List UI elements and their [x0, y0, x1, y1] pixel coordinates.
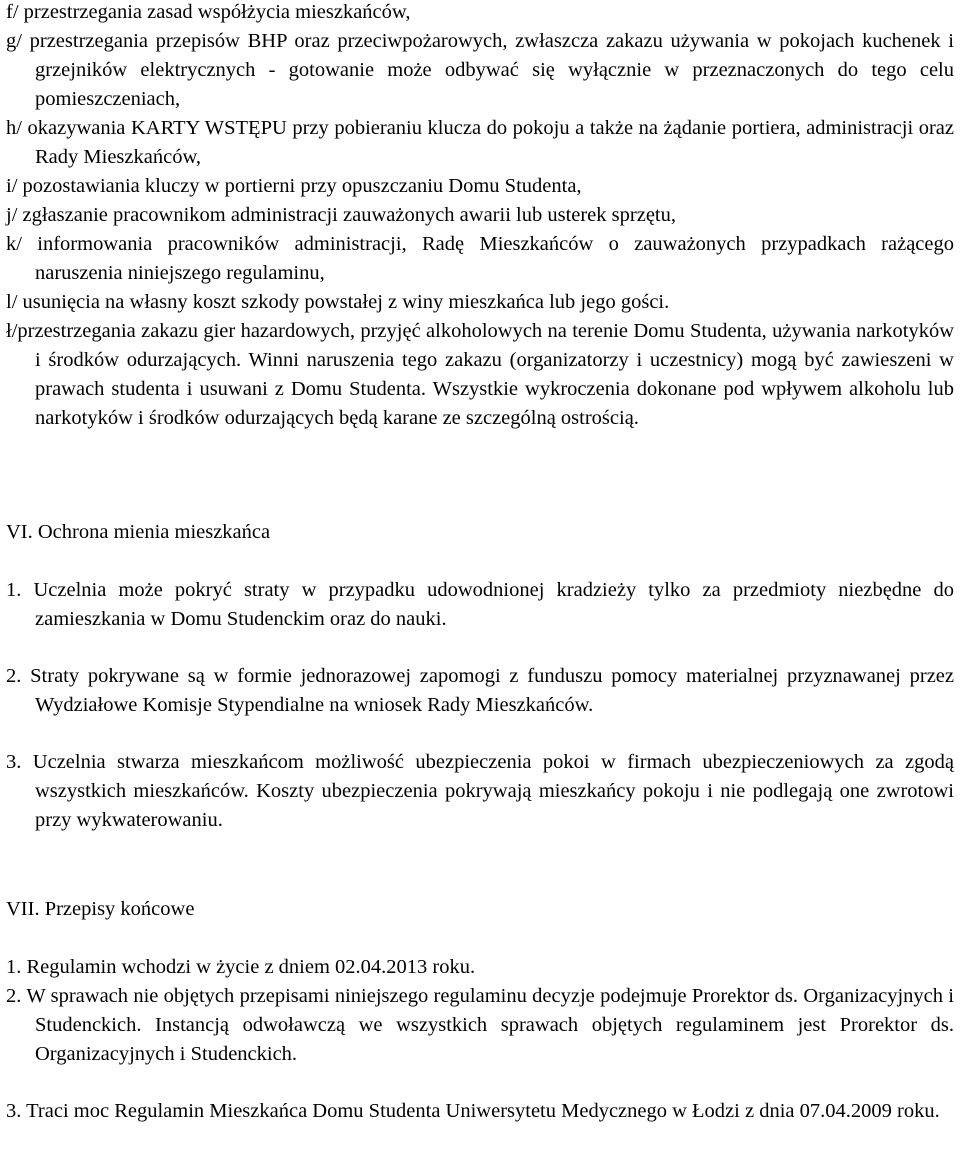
section-vi-heading: VI. Ochrona mienia mieszkańca — [6, 521, 271, 543]
list-item-g: g/ przestrzegania przepisów BHP oraz przeciwpożarowych, zwłaszcza zakazu używania w pokojach kuchenek i grzejników elektrycznych - gotowanie może odbywać się wyłącznie w przeznaczonych do tego celu pomieszczeniach, — [6, 30, 954, 110]
list-item-j: j/ zgłaszanie pracownikom administracji zauważonych awarii lub usterek sprzętu, — [6, 204, 676, 226]
list-item-f: f/ przestrzegania zasad współżycia mieszkańców, — [6, 1, 411, 23]
section-vii-point-1: 1. Regulamin wchodzi w życie z dniem 02.04.2013 roku. — [6, 956, 476, 978]
section-vi-point-3: 3. Uczelnia stwarza mieszkańcom możliwość ubezpieczenia pokoi w firmach ubezpieczeniowych za zgodą wszystkich mieszkańców. Koszty ubezpieczenia pokrywają mieszkańcy pokoju i nie podlegają one zwrotowi przy wykwaterowaniu. — [6, 751, 954, 831]
section-vi-point-2: 2. Straty pokrywane są w formie jednorazowej zapomogi z funduszu pomocy materialnej przyznawanej przez Wydziałowe Komisje Stypendialne na wniosek Rady Mieszkańców. — [6, 665, 954, 716]
list-item-h: h/ okazywania KARTY WSTĘPU przy pobieraniu klucza do pokoju a także na żądanie portiera, administracji oraz Rady Mieszkańców, — [6, 117, 954, 168]
section-vi-point-1: 1. Uczelnia może pokryć straty w przypadku udowodnionej kradzieży tylko za przedmioty niezbędne do zamieszkania w Domu Studenckim oraz do nauki. — [6, 579, 954, 630]
list-item-l-stroke: ł/przestrzegania zakazu gier hazardowych, przyjęć alkoholowych na terenie Domu Studenta, używania narkotyków i środków odurzających. Winni naruszenia tego zakazu (organizatorzy i uczestnicy) mogą być zawieszeni w prawach studenta i usuwani z Domu Studenta. Wszystkie wykroczenia dokonane pod wpływem alkoholu lub narkotyków i środków odurzających będą karane ze szczególną ostrością. — [6, 320, 954, 429]
section-vii-point-2: 2. W sprawach nie objętych przepisami niniejszego regulaminu decyzje podejmuje Prorektor ds. Organizacyjnych i Studenckich. Instancją odwoławczą we wszystkich sprawach objętych regulaminem jest Prorektor ds. Organizacyjnych i Studenckich. — [6, 985, 954, 1065]
section-vii-point-3: 3. Traci moc Regulamin Mieszkańca Domu Studenta Uniwersytetu Medycznego w Łodzi z dnia 07.04.2009 roku. — [6, 1100, 940, 1122]
list-item-k: k/ informowania pracowników administracji, Radę Mieszkańców o zauważonych przypadkach rażącego naruszenia niniejszego regulaminu, — [6, 233, 954, 284]
list-item-i: i/ pozostawiania kluczy w portierni przy opuszczaniu Domu Studenta, — [6, 175, 582, 197]
list-item-l: l/ usunięcia na własny koszt szkody powstałej z winy mieszkańca lub jego gości. — [6, 291, 670, 313]
section-vii-heading: VII. Przepisy końcowe — [6, 898, 195, 920]
